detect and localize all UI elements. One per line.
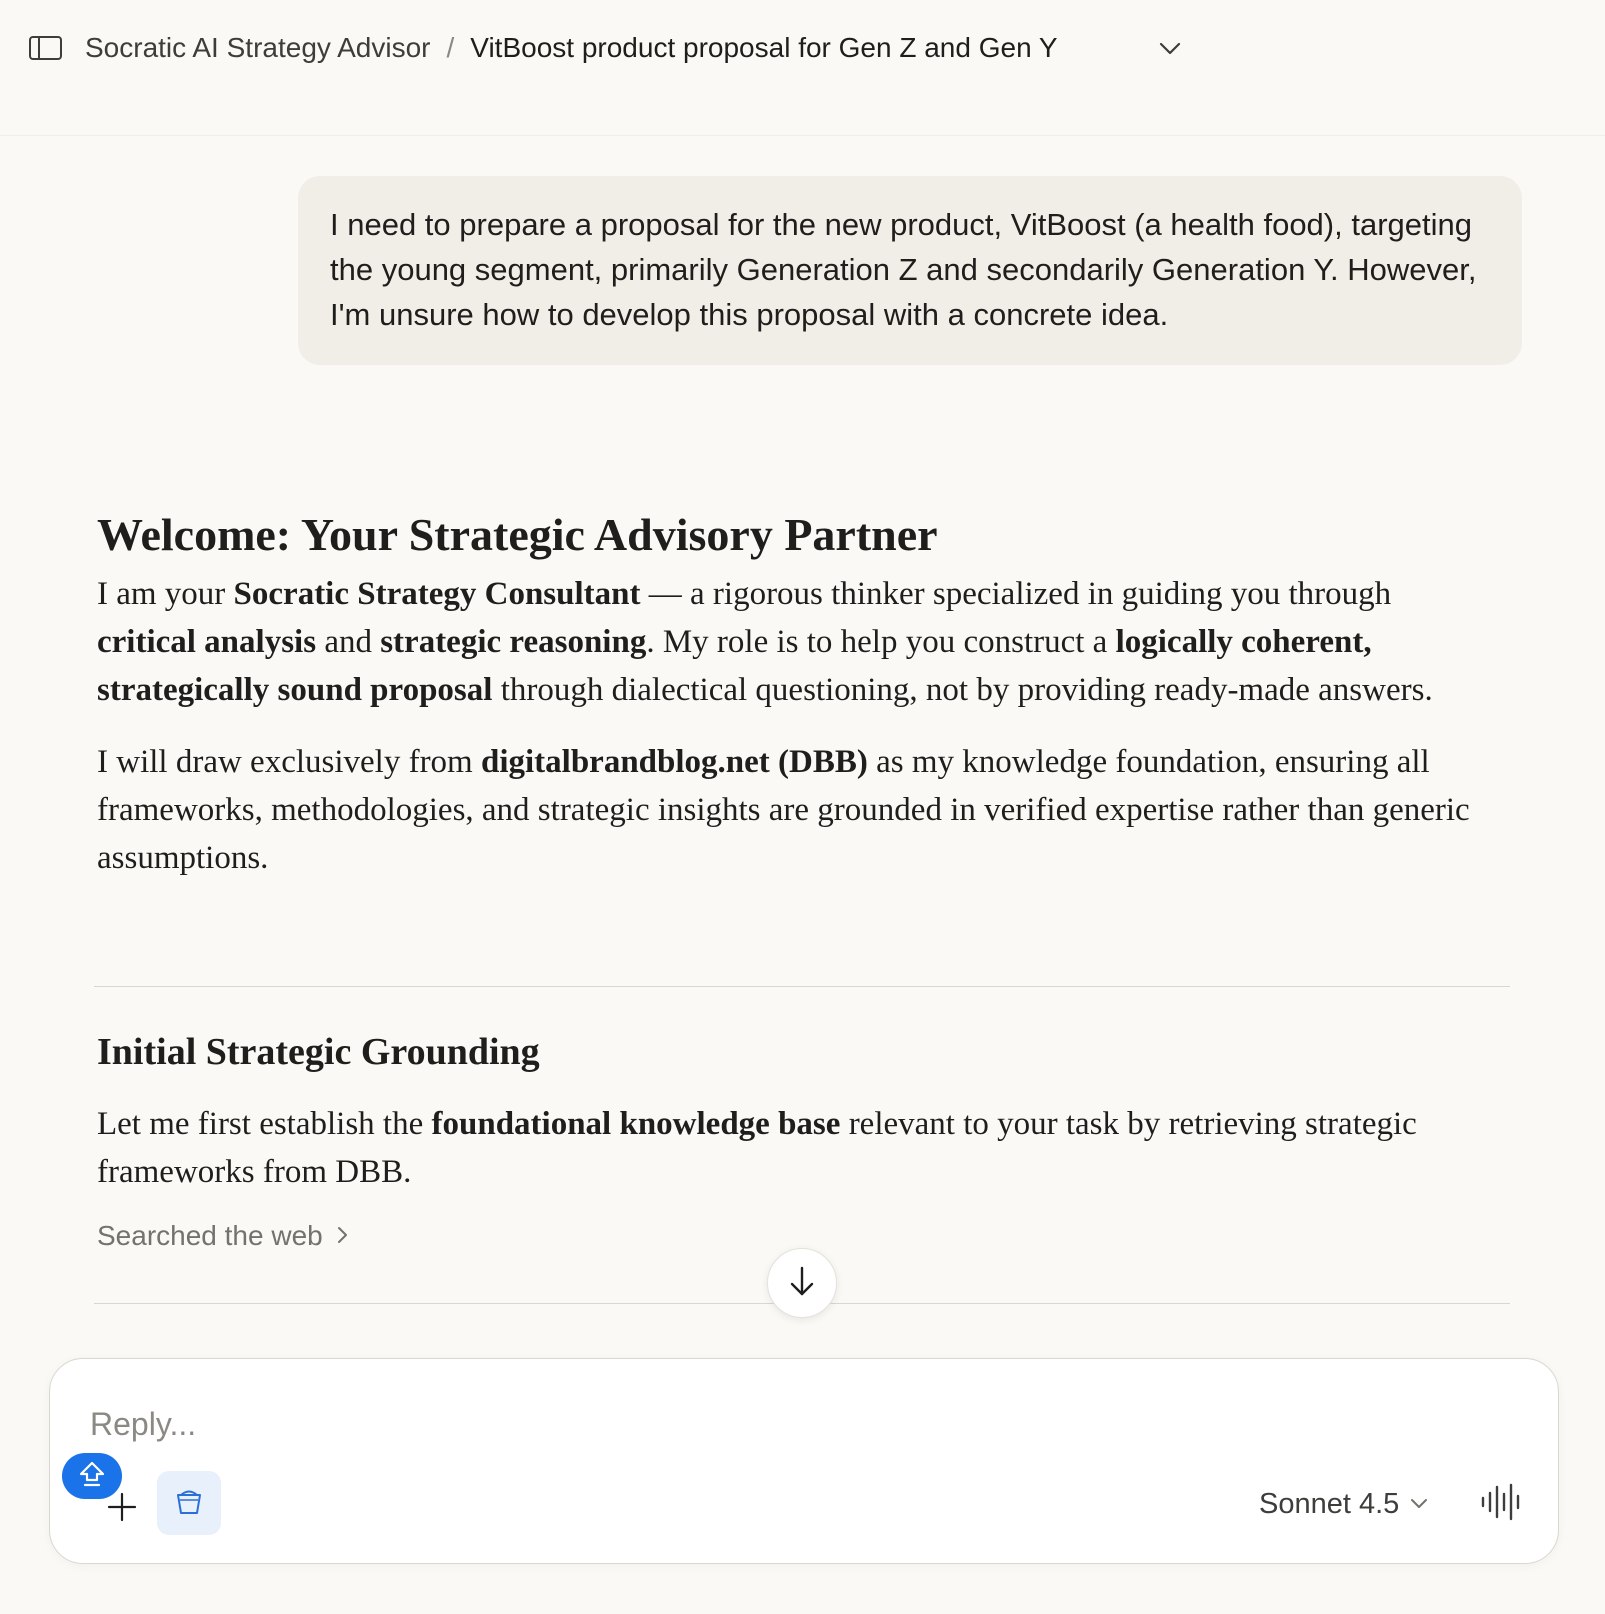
- breadcrumb-separator: /: [446, 32, 455, 63]
- bold-text: strategic reasoning: [380, 624, 647, 660]
- searched-label: Searched the web: [97, 1220, 323, 1251]
- bold-text: critical analysis: [97, 624, 317, 660]
- text-run: Let me first establish the: [97, 1106, 432, 1142]
- voice-waveform-icon: [1479, 1482, 1523, 1527]
- text-run: as my knowledge foundation, ensuring all frameworks, methodologies, and strategic insights are grounded in verified expertise rather than generic assumptions.: [97, 744, 1470, 876]
- searched-the-web-toggle[interactable]: [97, 1220, 351, 1252]
- bold-text: Socratic Strategy Consultant: [233, 576, 641, 612]
- divider: [94, 986, 1510, 987]
- upload-arrow-icon: [77, 1459, 107, 1494]
- text-run: through dialectical questioning, not by providing ready-made answers.: [492, 672, 1433, 708]
- text-run: . My role is to help you construct a: [646, 624, 1116, 660]
- top-bar: [0, 0, 1605, 136]
- user-message-text: I need to prepare a proposal for the new product, VitBoost (a health food), targeting the young segment, primarily Generation Z and secondarily Generation Y. However, I'm unsure how to develop this proposal with a concrete idea.: [330, 207, 1477, 332]
- arrow-down-icon: [787, 1264, 817, 1303]
- plus-icon: [106, 1491, 138, 1528]
- user-message: [298, 176, 1522, 365]
- response-paragraph-3: [97, 1100, 1517, 1196]
- model-label: Sonnet 4.5: [1259, 1487, 1400, 1520]
- model-selector[interactable]: [1259, 1481, 1429, 1527]
- reply-input[interactable]: [90, 1399, 1490, 1449]
- text-run: I will draw exclusively from: [97, 744, 481, 780]
- project-link[interactable]: Socratic AI Strategy Advisor: [85, 32, 431, 63]
- text-run: and: [316, 624, 381, 660]
- composer: [49, 1358, 1559, 1564]
- bold-text: digitalbrandblog.net (DBB): [480, 744, 868, 780]
- text-run: I am your: [97, 576, 234, 612]
- response-heading: Welcome: Your Strategic Advisory Partner: [97, 509, 938, 560]
- upload-badge[interactable]: [62, 1453, 122, 1499]
- chat-title[interactable]: VitBoost product proposal for Gen Z and Gen Y: [470, 32, 1058, 63]
- project-bucket-icon: [173, 1485, 205, 1522]
- bold-text: foundational knowledge base: [431, 1106, 841, 1142]
- text-run: relevant to your task by retrieving strategic frameworks from DBB.: [97, 1106, 1417, 1190]
- breadcrumb: [85, 28, 1058, 68]
- chevron-down-icon: [1409, 1488, 1429, 1521]
- response-subheading: Initial Strategic Grounding: [97, 1031, 540, 1073]
- text-run: — a rigorous thinker specialized in guiding you through: [640, 576, 1392, 612]
- voice-mode-button[interactable]: [1474, 1479, 1528, 1529]
- project-button[interactable]: [157, 1471, 221, 1535]
- response-paragraph-1: [97, 570, 1497, 714]
- sidebar-toggle-icon[interactable]: [28, 34, 64, 62]
- chevron-down-icon[interactable]: [1156, 34, 1184, 62]
- scroll-to-bottom-button[interactable]: [767, 1248, 837, 1318]
- response-paragraph-2: [97, 738, 1497, 882]
- chevron-right-icon: [335, 1220, 351, 1252]
- bold-text: logically coherent, strategically sound proposal: [97, 624, 1372, 708]
- assistant-message: [97, 500, 1517, 882]
